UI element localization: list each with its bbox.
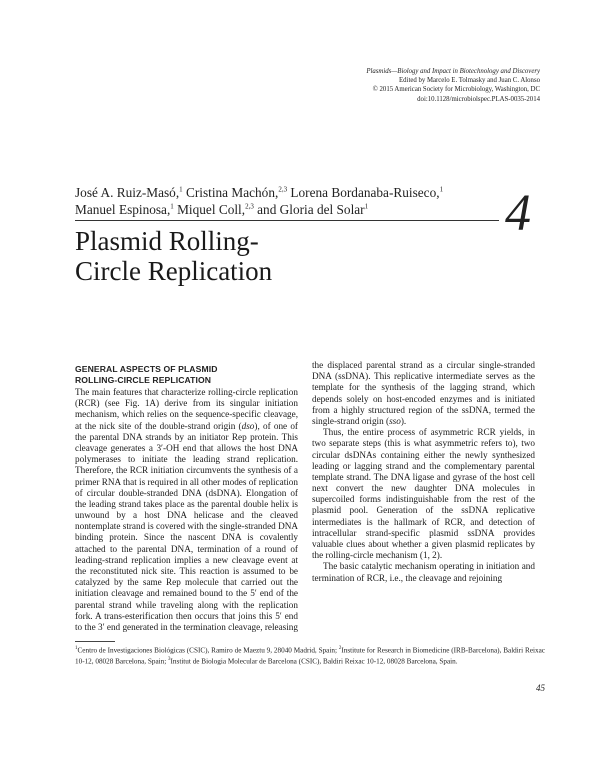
author-name: José A. Ruiz-Masó, [75,185,180,200]
doi-line: doi:10.1128/microbiolspec.PLAS-0035-2014 [417,95,540,103]
affiliation-marker: 1 [170,202,174,211]
section-heading-line: ROLLING-CIRCLE REPLICATION [75,375,212,385]
term-dso: dso [241,420,255,431]
section-heading [75,364,298,386]
title-rule [75,220,499,221]
body-text-continued: the displaced parental strand as a circular single-stranded DNA (ssDNA). This replicative intermediate serves as the template for the synthesis of the lagging strand, which depends solely on host-encoded enzymes and is initiated from a highly structured region of the ssDNA, termed the single-strand origin ( [312,360,535,426]
left-column [75,364,298,633]
author-name: Lorena Bordanaba-Ruiseco, [287,185,440,200]
term-sso: sso [389,415,401,426]
affiliation-text: Institute for Research in Biomedicine (IRB-Barcelona), Baldiri Reixac 10-12, 08028 Barcelona, Spain; [75,646,545,666]
footnote-rule [75,641,115,642]
body-paragraph: Thus, the entire process of asymmetric RCR yields, in two separate steps (this is what asymmetric refers to), two circular dsDNAs containing either the newly synthesized leading or lagging strand and the complementary parental template strand. The DNA ligase and gyrase of the host cell next convert the new daughter DNA molecules in supercoiled forms indistinguishable from the rest of the plasmid pool. Generation of the ssDNA replicative intermediates is the hallmark of RCR, and detection of intracellular strand-specific plasmid ssDNA provides valuable clues about whether a given plasmid replicates by the rolling-circle mechanism (1, 2). [312,427,535,561]
section-heading-line: GENERAL ASPECTS OF PLASMID [75,364,218,374]
body-paragraph [75,387,298,633]
book-header [210,67,540,104]
book-editors: Edited by Marcelo E. Tolmasky and Juan C. Alonso [399,77,540,85]
affiliation-text: Institut de Biologia Molecular de Barcelona (CSIC), Baldiri Reixac 10-12, 08028 Barcelona, Spain. [170,657,458,666]
book-title: Plasmids—Biology and Impact in Biotechnology and Discovery [366,68,540,75]
title-line: Plasmid Rolling- [75,226,259,256]
affiliations-footnote [75,644,545,667]
affiliation-marker: 3 [168,657,171,663]
affiliation-marker: 1 [439,185,444,194]
affiliation-marker: 1 [75,646,78,651]
body-paragraph: The basic catalytic mechanism operating in initiation and termination of RCR, i.e., the cleavage and rejoining [312,561,535,583]
affiliation-marker: 2,3 [245,202,254,211]
affiliation-marker: 2,3 [278,185,288,194]
chapter-title [75,226,395,286]
affiliation-marker: 1 [364,202,369,211]
title-line: Circle Replication [75,256,273,286]
body-text: The main features that characterize rolling-circle replication (RCR) (see Fig. 1A) derive from its singular initiation mechanism, which relies on the sequence-specific cleavage, at the nick site of the double-strand origin ( [75,387,298,431]
page-number: 45 [536,683,545,693]
author-list [75,184,495,218]
right-column [312,360,535,584]
affiliation-marker: 2 [338,646,342,651]
author-name: and Gloria del Solar [253,202,365,217]
author-name: Cristina Machón, [182,185,279,200]
copyright-line: © 2015 American Society for Microbiology, Washington, DC [372,86,540,94]
affiliation-text: Centro de Investigaciones Biológicas (CSIC), Ramiro de Maeztu 9, 28040 Madrid, Spain; [77,646,339,655]
body-text: ). [400,415,407,426]
chapter-number: 4 [505,185,531,242]
body-paragraph [312,360,535,427]
affiliation-marker: 1 [179,185,183,194]
author-name: Miquel Coll, [173,202,246,217]
author-name: Manuel Espinosa, [75,202,171,217]
body-text: ), of one of the parental DNA strands by an initiator Rep protein. This cleavage generates a 3′-OH end that allows the host DNA polymerases to initiate the leading strand replication. Therefore, the RCR initiation circumvents the synthesis of a primer RNA that is required in all other modes of replication of circular double-stranded DNA (dsDNA). Elongation of the leading strand takes place as the parental double helix is unwound by a host DNA helicase and the cleaved nontemplate strand is covered with the single-stranded DNA binding protein. Since the nascent DNA is covalently attached to the parental DNA, termination of a round of leading-strand replication implies a new cleavage event at the reconstituted nick site. This reaction is assumed to be catalyzed by the same Rep molecule that carried out the initiation cleavage and remained bound to the 5′ end of the parental strand while traveling along with the replication fork. A trans-esterification then occurs that joins this 5′ end to the 3′ end generated in the termination cleavage, releasing [75,420,298,632]
